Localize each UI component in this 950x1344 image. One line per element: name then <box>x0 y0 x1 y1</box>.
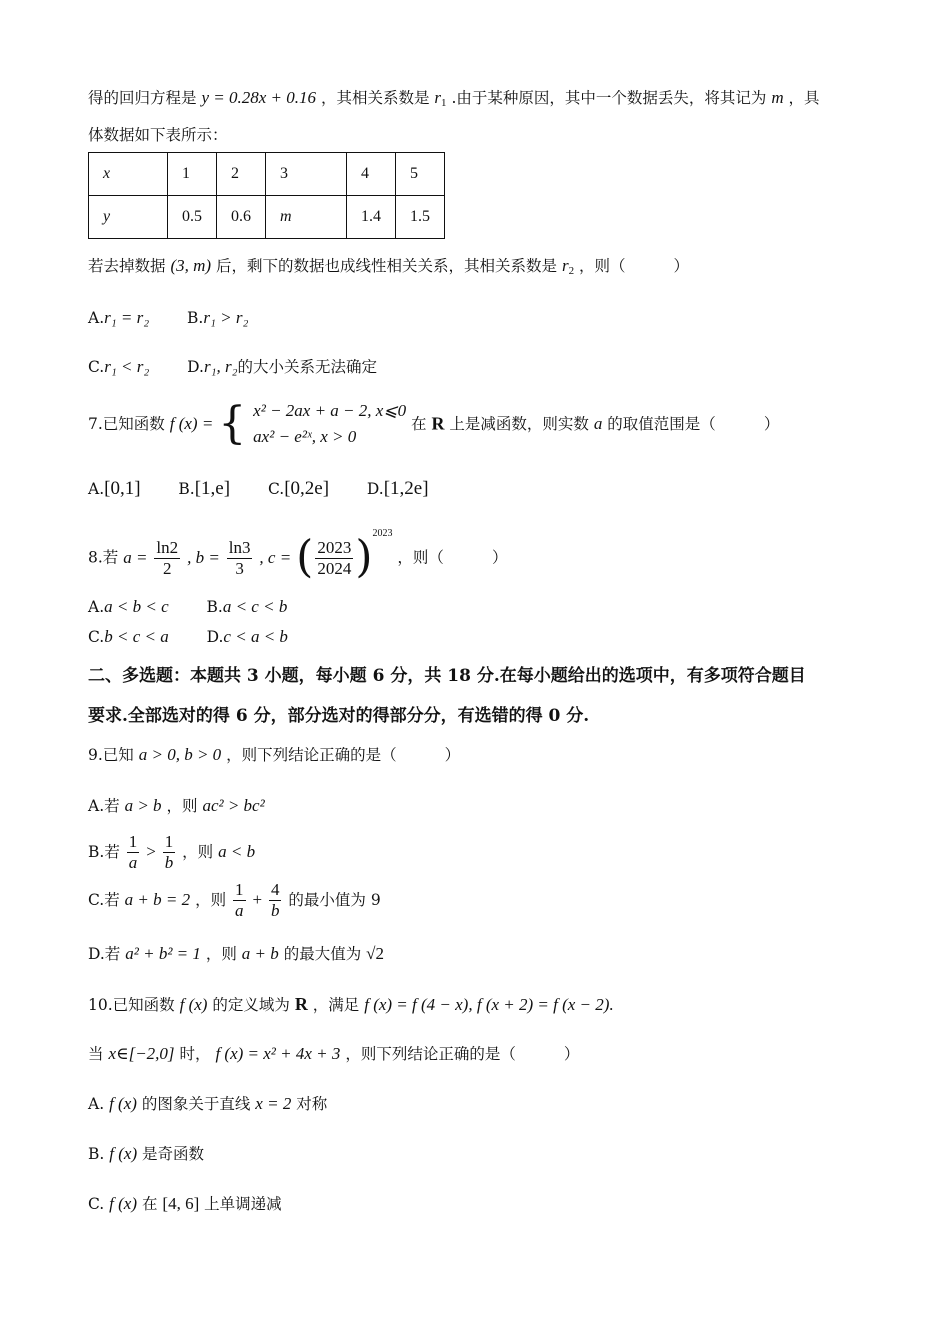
a-eq: a = <box>123 547 148 567</box>
table-cell: y <box>103 208 111 225</box>
q9-stem <box>88 745 460 765</box>
text: ，其相关系数是 <box>320 89 430 107</box>
table-cell: 4 <box>347 153 396 196</box>
text: ，则 <box>205 945 237 963</box>
option-expr: x = 2 <box>255 1094 292 1113</box>
q6-options-cd <box>88 357 377 377</box>
data-table <box>88 152 445 239</box>
question-number: 10.已知函数 <box>88 996 175 1014</box>
option-expr: b < c < a <box>104 627 169 646</box>
denominator: a <box>235 900 244 920</box>
option-label: D. <box>366 480 384 498</box>
text: 当 <box>88 1045 104 1063</box>
operator: + <box>252 889 263 909</box>
option-label: A. <box>88 480 105 498</box>
text: ，满足 <box>312 996 360 1014</box>
option-label: A. <box>88 598 105 616</box>
q6-line2: 体数据如下表所示： <box>88 126 228 144</box>
text: 时， <box>179 1045 211 1063</box>
denominator: b <box>270 900 280 920</box>
denominator: b <box>164 852 174 872</box>
fraction <box>233 880 246 920</box>
text: ，则 <box>166 797 198 815</box>
text: 对称 <box>296 1095 328 1113</box>
text: 的最小值为 9 <box>288 890 381 909</box>
q9-option-b <box>88 832 255 872</box>
text: ，则 <box>182 842 214 861</box>
sqrt-value: √2 <box>366 944 384 963</box>
q8-stem <box>88 528 507 584</box>
option-label: A. <box>88 1095 105 1113</box>
real-set-symbol: R <box>431 413 445 434</box>
exponent: 2023 <box>372 528 393 539</box>
q9-option-a <box>88 796 265 816</box>
question-number: 7.已知函数 <box>88 415 165 434</box>
option-label: C. <box>88 358 105 376</box>
option-expr: a + b <box>241 944 279 963</box>
fraction <box>163 832 176 872</box>
text: 得的回归方程是 <box>88 89 197 107</box>
option-label: C. <box>88 1195 105 1213</box>
option-label: C. <box>267 480 285 498</box>
text: ） <box>763 415 780 434</box>
table-cell: 2 <box>217 153 266 196</box>
option-expr: a + b = 2 <box>124 889 191 909</box>
q10-option-c <box>88 1194 282 1214</box>
option-label: C.若 <box>88 890 120 909</box>
denominator: 3 <box>235 558 244 578</box>
option-expr: a < b < c <box>104 597 169 616</box>
text: 后，剩下的数据也成线性相关关系，其相关系数是 <box>216 257 558 275</box>
option-label: A. <box>88 309 105 327</box>
option-label: D. <box>187 358 204 376</box>
function-name: f (x) = <box>169 414 214 434</box>
option-label: B.若 <box>88 842 120 861</box>
option-label: D. <box>206 628 224 646</box>
option-label: A.若 <box>88 797 120 815</box>
q10-stem <box>88 994 614 1016</box>
case-2: ax² − e²ˣ, x > 0 <box>253 427 357 447</box>
denominator: 2024 <box>317 558 352 578</box>
option-expr: r₁, r₂ <box>203 357 238 376</box>
function-name: f (x) <box>109 1144 138 1163</box>
option-expr: a > b <box>124 796 162 815</box>
numerator: 1 <box>235 880 244 899</box>
definition: f (x) = x² + 4x + 3 <box>215 1044 341 1063</box>
text: ，则下列结论正确的是（ <box>226 746 397 764</box>
text: ，则 <box>195 890 227 909</box>
text: 的取值范围是（ <box>607 415 716 434</box>
text: ） <box>444 746 461 764</box>
function-name: f (x) <box>109 1194 138 1213</box>
real-set-symbol: R <box>294 994 308 1014</box>
section-heading-cont: 要求.全部选对的得 6 分，部分选对的得部分分，有选错的得 0 分. <box>88 706 590 726</box>
fraction <box>315 538 353 578</box>
text: ，则下列结论正确的是（ <box>345 1045 516 1063</box>
text: ，则（ <box>579 257 626 275</box>
q7-stem <box>88 398 779 451</box>
option-label: B. <box>178 480 195 498</box>
q8-options-cd <box>88 627 288 647</box>
numerator: ln3 <box>228 537 251 557</box>
m-symbol: m <box>771 88 784 107</box>
table-cell: m <box>280 208 292 225</box>
r1-symbol: r <box>434 88 442 107</box>
option-expr: [0,1] <box>104 478 141 499</box>
table-cell: 1.4 <box>347 196 396 239</box>
option-expr: [1,2e] <box>383 478 429 499</box>
interval: x∈[−2,0] <box>108 1044 175 1063</box>
q6-line1: 得的回归方程是 y = 0.28x + 0.16 ，其相关系数是 $r_1$ .由于某种原因，其中一个数据丢失，将其记为 m ，具 <box>88 88 820 109</box>
function-name: f (x) <box>109 1094 137 1113</box>
option-expr: a < b <box>218 841 256 861</box>
numerator: ln2 <box>156 537 179 557</box>
option-expr: a² + b² = 1 <box>125 944 201 963</box>
option-text: 的大小关系无法确定 <box>237 358 378 376</box>
text: ，具 <box>788 89 820 107</box>
a-symbol: a <box>593 414 603 434</box>
option-expr: [1,e] <box>194 478 231 499</box>
text: 在 <box>411 415 427 434</box>
regression-equation: y = 0.28x + 0.16 <box>201 88 316 107</box>
text: .由于某种原因，其中一个数据丢失，将其记为 <box>451 89 767 107</box>
option-label: B. <box>187 309 204 327</box>
q10-option-a <box>88 1094 327 1114</box>
option-expr: a < c < b <box>222 597 288 616</box>
numerator: 1 <box>128 832 138 851</box>
table-row <box>89 196 445 239</box>
text: ） <box>491 548 508 567</box>
q6-question: 若去掉数据 (3, m) 后，剩下的数据也成线性相关关系，其相关系数是 $r_2$ ，则（ ） <box>88 256 690 277</box>
left-paren-icon: ( <box>296 531 314 583</box>
table-row <box>89 153 445 196</box>
denominator: a <box>128 852 138 872</box>
text: 若去掉数据 <box>88 257 166 275</box>
text: ，则（ <box>397 548 444 567</box>
fraction <box>227 538 253 578</box>
table-cell: 1.5 <box>396 196 445 239</box>
q8-options-ab <box>88 597 287 617</box>
table-cell: x <box>103 165 111 182</box>
section-heading: 二、多选题：本题共 3 小题，每小题 6 分，共 18 分.在每小题给出的选项中，有多项符合题目 <box>88 666 806 686</box>
case-1: x² − 2ax + a − 2, x⩽0 <box>253 401 407 420</box>
text: 在 <box>141 1195 158 1213</box>
point: (3, m) <box>170 256 212 275</box>
option-expr: r₁ = r₂ <box>104 308 150 327</box>
table-cell: 0.5 <box>168 196 217 239</box>
text: 的最大值为 <box>283 945 362 963</box>
denominator: 2 <box>163 558 172 578</box>
option-label: B. <box>88 1145 105 1163</box>
q9-option-d <box>88 944 384 964</box>
q10-stem-line2 <box>88 1044 579 1064</box>
table-cell: 1 <box>168 153 217 196</box>
text: 是奇函数 <box>142 1145 205 1163</box>
piecewise-cases <box>253 398 406 451</box>
text: 的定义域为 <box>212 996 290 1014</box>
operator: > <box>146 841 156 861</box>
question-number: 9.已知 <box>88 746 134 764</box>
numerator: 2023 <box>317 537 352 557</box>
question-number: 8.若 <box>88 548 119 567</box>
option-expr: r₁ > r₂ <box>203 308 249 327</box>
option-label: D.若 <box>88 945 121 963</box>
text: 上是减函数，则实数 <box>449 415 589 434</box>
option-expr: r₁ < r₂ <box>104 357 150 376</box>
b-eq: , b = <box>187 547 220 567</box>
option-label: C. <box>88 628 105 646</box>
option-expr: [0,2e] <box>284 478 330 499</box>
table-cell: 0.6 <box>217 196 266 239</box>
q6-options-ab <box>88 308 248 328</box>
c-eq: , c = <box>259 547 292 567</box>
text: 的图象关于直线 <box>141 1095 251 1113</box>
text: ） <box>563 1045 580 1063</box>
left-brace-icon: { <box>218 398 247 450</box>
interval: [4, 6] <box>162 1194 200 1213</box>
numerator: 1 <box>164 832 174 851</box>
function-name: f (x) <box>179 995 208 1014</box>
condition: f (x) = f (4 − x), f (x + 2) = f (x − 2). <box>364 995 614 1014</box>
right-paren-icon: ) <box>355 531 373 583</box>
q7-options <box>88 478 429 501</box>
text: 上单调递减 <box>204 1195 282 1213</box>
fraction <box>127 832 140 872</box>
q9-option-c <box>88 880 381 920</box>
q10-option-b <box>88 1144 204 1164</box>
option-label: B. <box>206 598 223 616</box>
text: ） <box>673 257 690 275</box>
condition: a > 0, b > 0 <box>138 745 222 764</box>
fraction <box>154 538 180 578</box>
fraction <box>269 880 282 920</box>
option-expr: ac² > bc² <box>202 796 265 815</box>
table-cell: 5 <box>396 153 445 196</box>
option-expr: c < a < b <box>223 627 288 646</box>
numerator: 4 <box>270 880 280 899</box>
table-cell: 3 <box>266 153 347 196</box>
